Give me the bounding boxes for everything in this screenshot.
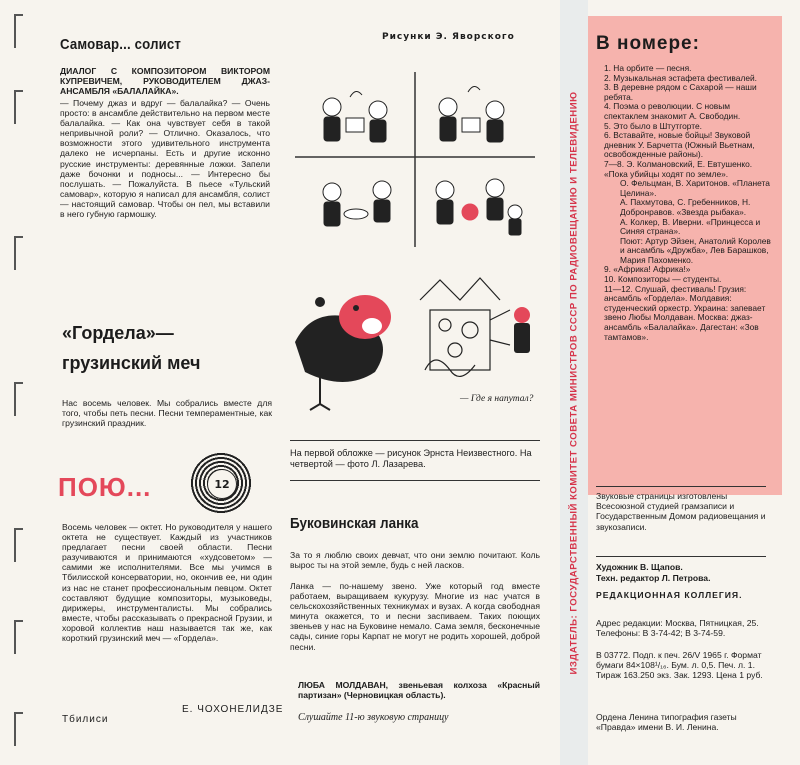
editorial-address: Адрес редакции: Москва, Пятницкая, 25. Телефоны: В 3-74-42; В 3-74-59. — [596, 618, 759, 639]
city: Тбилиси — [62, 714, 109, 725]
divider — [290, 480, 540, 481]
listen-note: Слушайте 11-ю звуковую страницу — [298, 712, 449, 723]
record-disc-icon — [190, 452, 252, 514]
binding-mark — [14, 712, 23, 746]
list-item: О. Фельцман, В. Харитонов. «Планета Целина». — [620, 178, 770, 198]
binding-mark — [14, 620, 23, 654]
artist-credit: Художник В. Щапов. — [596, 562, 683, 572]
binding-mark — [14, 528, 23, 562]
list-item: А. Колкер, В. Иверни. «Принцесса и Синяя страна». — [620, 216, 761, 237]
author: Е. ЧОХОНЕЛИДЗЕ — [182, 704, 284, 715]
machine-cartoon-illustration — [410, 270, 545, 390]
spine-publisher: ИЗДАТЕЛЬ: ГОСУДАРСТВЕННЫЙ КОМИТЕТ СОВЕТА МИНИСТРОВ СССР ПО РАДИОВЕЩАНИЮ И ТЕЛЕВИДЕНИЮ — [568, 91, 580, 675]
printer-info: Ордена Ленина типография газеты «Правда» имени В. И. Ленина. — [596, 712, 737, 733]
list-item: 2. Музыкальная эстафета фестивалей. — [604, 72, 757, 83]
list-item: 4. Поэма о революции. С новым спектаклем знакомит А. Свободин. — [604, 101, 741, 121]
tech-editor-credit: Техн. редактор Л. Петрова. — [596, 573, 711, 583]
list-item: 5. Это было в Штутгорте. — [604, 120, 702, 131]
divider — [290, 440, 540, 441]
sound-pages-note: Звуковые страницы изготовлены Всесоюзной студией грамзаписи и Государственным Домом радиовещания и звукозаписи. — [596, 491, 766, 532]
gordela-body: Восемь человек — октет. Но руководителя у нашего октета не существует. Каждый из участников предлагает песни своей области. Песни разучиваются и принимаются «худсоветом» — самими же исполнителями. Все мы учимся в Тбилисской консерватории, но, окончив ее, ни один из нас не станет профессиональным певцом. Октет составляют будущие композиторы, музыковеды, дирижеры, инструменталисты. Мы собрались вместе, чтобы рассказывать о прекрасной Грузии, и хоровой коллектив наш называется так же, как короткий грузинский меч — «Гордела». — [62, 522, 272, 644]
list-item: 1. На орбите — песня. — [604, 63, 692, 73]
editorial-board: РЕДАКЦИОННАЯ КОЛЛЕГИЯ. — [596, 590, 743, 600]
binding-mark — [14, 382, 23, 416]
bukovina-body: Ланка — по-нашему звено. Уже который год вместе работаем, выращиваем кукурузу. Многие из нас учатся в сельскохозяйственных техникумах и вузах. А когда свободная минута окажется, то и песни заспиваем. Таких поющих звеньев у нас на Буковине немало. Сама земля, бесконечные сады, синие горы Карпат не могут не родить хорошей, доброй песни. — [290, 581, 540, 652]
list-item: 3. В деревне рядом с Сахарой — наши ребята. — [604, 82, 757, 102]
bukovina-quote: За то я люблю своих девчат, что они землю почитают. Коль вырос ты на этой земле, будь с ней ласков. — [290, 550, 540, 571]
bukovina-title: Буковинская ланка — [290, 515, 419, 532]
list-item: 9. «Африка! Африка!» — [604, 264, 691, 275]
samovar-body: — Почему джаз и вдруг — балалайка? — Очень просто: в ансамбле действительно на первом месте балалайка. — Как она чувствует себя в такой непривычной роли? — Отлично. Оказалось, что возможности этого удивительного инструмента далеко не исчерпаны. Есть и другие исконно русские инструменты: деревянные ложки. Запели даже бочонки и подносы... — Интересно бы послушать. — Пожалуйста. В пьесе «Тульский самовар», которую я написал для ансамбля, солист — настоящий самовар. Чтобы он пел, мы вставили в него губную гармошку. — [60, 98, 270, 220]
gordela-title: «Гордела»— грузинский меч — [62, 323, 201, 373]
list-item: 11—12. Слушай, фестиваль! Грузия: ансамбль «Гордела». Молдавия: студенческий оркестр. Украина: запевает звено Любы Молдаван. Москва: джаз-ансамбль «Балалайка». Дагестан: «Зов тамтамов». — [604, 283, 766, 342]
binding-mark — [14, 90, 23, 124]
gordela-intro: Нас восемь человек. Мы собрались вместе для того, чтобы петь песни. Песни темпераментные, как грузинский праздник. — [62, 398, 272, 429]
print-info: В 03772. Подп. к печ. 26/V 1965 г. Формат бумаги 84×108¹/₁₆. Бум. л. 0,5. Печ. л. 1. Тираж 163.250 экз. Зак. 1293. Цена 1 руб. — [596, 650, 763, 681]
cover-note: На первой обложке — рисунок Эрнста Неизвестного. На четвертой — фото Л. Лазарева. — [290, 448, 532, 469]
list-item: 7—8. Э. Колмановский, Е. Евтушенко. «Пока убийцы ходят по земле». — [604, 158, 753, 179]
list-item: Поют: Артур Эйзен, Анатолий Королев и ансамбль «Дружба», Лев Барашков, Мария Пахоменко. — [620, 235, 771, 265]
disc-number: 12 — [207, 469, 237, 499]
list-item: А. Пахмутова, С. Гребенников, Н. Добронравов. «Звезда рыбака». — [620, 197, 751, 217]
samovar-title: Самовар... солист — [60, 36, 182, 53]
poyu-heading: ПОЮ... — [58, 472, 152, 502]
binding-mark — [14, 14, 23, 48]
contents-title: В номере: — [596, 33, 700, 54]
samovar-lead: ДИАЛОГ С КОМПОЗИТОРОМ ВИКТОРОМ КУПРЕВИЧЕМ, РУКОВОДИТЕЛЕМ ДЖАЗ-АНСАМБЛЯ «БАЛАЛАЙКА». — [60, 66, 270, 97]
singer-cartoon-illustration — [290, 282, 410, 412]
divider — [596, 556, 766, 557]
bukovina-signature: ЛЮБА МОЛДАВАН, звеньевая колхоза «Красный партизан» (Черновицкая область). — [298, 680, 540, 701]
contents-list — [604, 64, 776, 342]
cartoon-caption: — Где я напутал? — [460, 394, 534, 404]
list-item: 10. Композиторы — студенты. — [604, 274, 722, 285]
divider — [596, 486, 766, 487]
binding-mark — [14, 236, 23, 270]
list-item: 6. Вставайте, новые бойцы! Звуковой дневник У. Барчетта (Южный Вьетнам, освобожденные районы). — [604, 130, 755, 160]
illustration-credit: Рисунки Э. Яворского — [382, 32, 515, 42]
cartoon-panels-illustration — [290, 62, 540, 252]
